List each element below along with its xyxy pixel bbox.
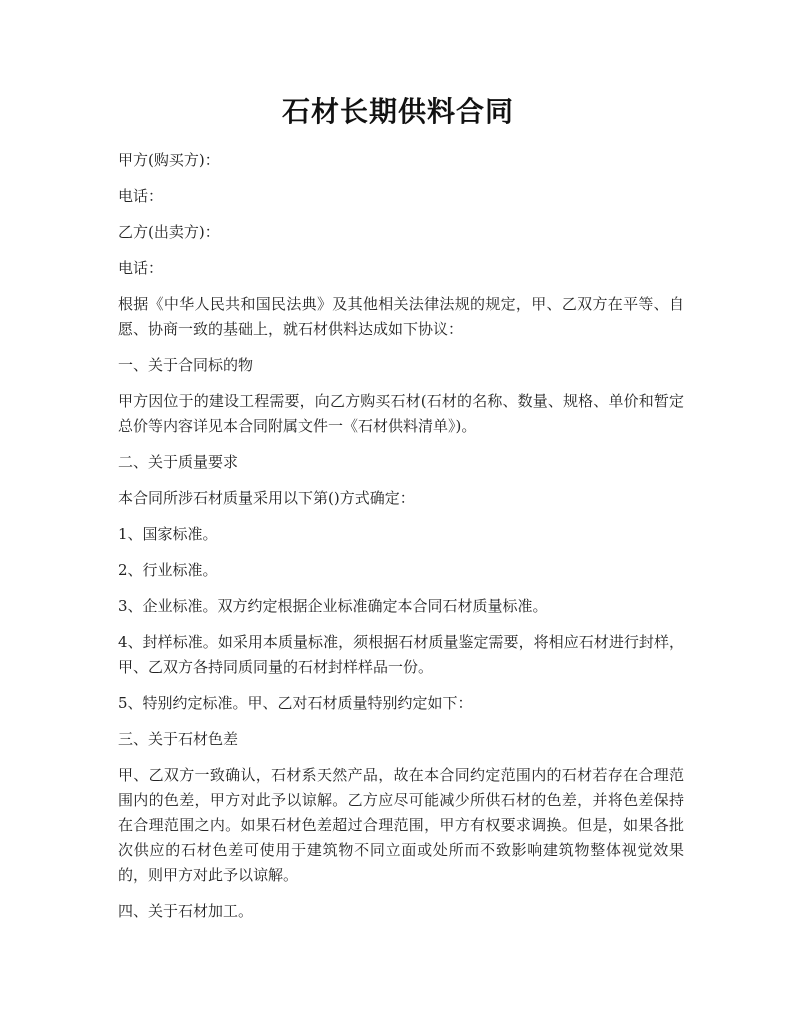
color-paragraph: 甲、乙双方一致确认，石材系天然产品，故在本合同约定范围内的石材若存在合理范围内的色差，甲方对此予以谅解。乙方应尽可能减少所供石材的色差，并将色差保持在合理范围之内。如果石材色差超过合理范围，甲方有权要求调换。但是，如果各批次供应的石材色差可使用于建筑物不同立面或处所而不致影响建筑物整体视觉效果的，则甲方对此予以谅解。 (118, 766, 684, 884)
party-b-phone-line: 电话： (118, 259, 164, 277)
party-b-line: 乙方(出卖方)： (118, 223, 220, 241)
party-a-phone-line: 电话： (118, 187, 164, 205)
preamble-paragraph: 根据《中华人民共和国民法典》及其他相关法律法规的规定，甲、乙双方在平等、自愿、协商一致的基础上，就石材供料达成如下协议： (118, 295, 684, 338)
quality-intro-paragraph: 本合同所涉石材质量采用以下第()方式确定： (118, 489, 415, 507)
document-body (118, 148, 684, 935)
party-a-line: 甲方(购买方)： (118, 151, 220, 169)
section-heading-color: 三、关于石材色差 (118, 730, 239, 748)
section-heading-subject: 一、关于合同标的物 (118, 356, 254, 374)
section-heading-processing: 四、关于石材加工。 (118, 902, 254, 920)
quality-item-4: 4、封样标准。如采用本质量标准，须根据石材质量鉴定需要，将相应石材进行封样，甲、乙双方各持同质同量的石材封样样品一份。 (118, 633, 684, 676)
quality-item-1: 1、国家标准。 (118, 525, 218, 543)
section-heading-quality: 二、关于质量要求 (118, 453, 239, 471)
document-title: 石材长期供料合同 (281, 95, 514, 128)
quality-item-5: 5、特别约定标准。甲、乙对石材质量特别约定如下： (118, 694, 473, 712)
quality-item-3: 3、企业标准。双方约定根据企业标准确定本合同石材质量标准。 (118, 597, 548, 615)
subject-paragraph: 甲方因位于的建设工程需要，向乙方购买石材(石材的名称、数量、规格、单价和暂定总价等内容详见本合同附属文件一《石材供料清单》)。 (118, 392, 684, 435)
quality-item-2: 2、行业标准。 (118, 561, 218, 579)
